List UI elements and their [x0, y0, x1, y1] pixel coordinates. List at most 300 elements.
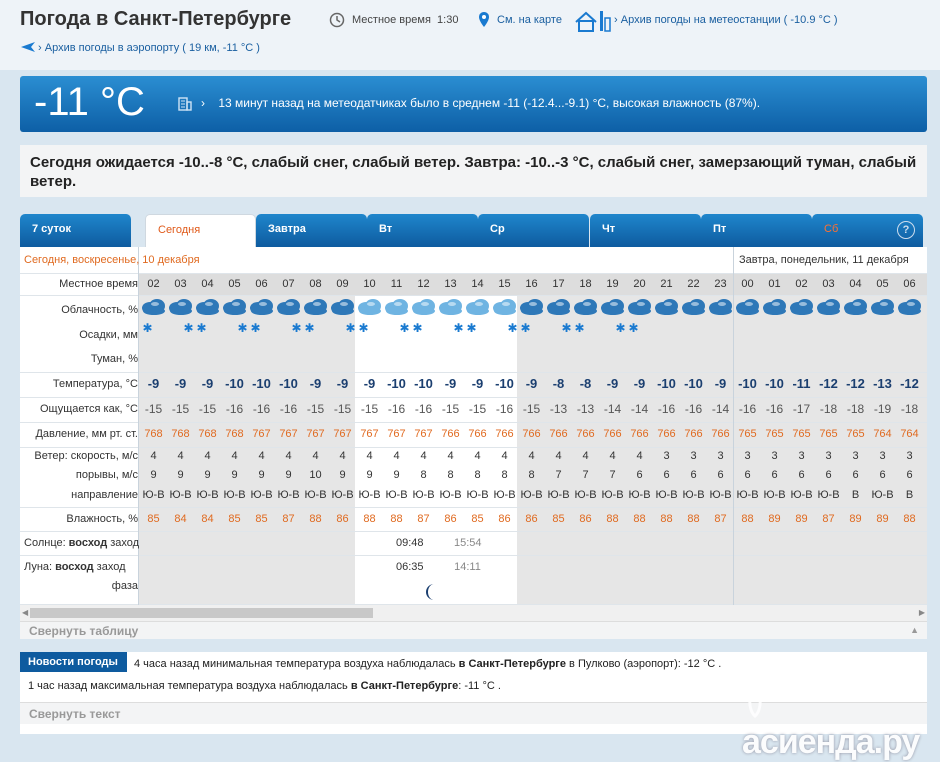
wind-gust-3: 9 [231, 469, 238, 481]
pressure-0: 768 [144, 428, 163, 440]
day-tabs [20, 214, 927, 247]
wind-direction-13: Ю-В [493, 489, 516, 501]
wind-speed-24: 3 [798, 450, 805, 462]
feels-like-0: -15 [144, 402, 163, 416]
snow-icon: ✱ [453, 321, 464, 335]
wind-speed-12: 4 [474, 450, 481, 462]
snow-icon: ✱ [399, 321, 410, 335]
humidity-3: 85 [228, 513, 241, 525]
row-sep-5 [20, 447, 927, 448]
collapse-table-bar[interactable] [20, 621, 927, 639]
tab-1[interactable]: Сегодня [145, 214, 256, 247]
wind-speed-21: 3 [717, 450, 724, 462]
cloud-icon [600, 297, 625, 315]
tab-4[interactable]: Ср [478, 214, 589, 247]
wind-gust-11: 8 [447, 469, 454, 481]
wind-speed-9: 4 [393, 450, 400, 462]
time-moon-rise: 06:35 [396, 561, 424, 573]
temperature-6: -9 [309, 376, 322, 391]
wind-gust-8: 9 [366, 469, 373, 481]
snow-icon: ✱ [291, 321, 302, 335]
horizontal-scrollbar[interactable] [20, 605, 927, 621]
humidity-26: 89 [849, 513, 862, 525]
hour-9: 11 [390, 278, 403, 290]
cloud-icon [546, 297, 571, 315]
weather-station-icon [574, 8, 612, 32]
pressure-16: 766 [576, 428, 595, 440]
pressure-28: 764 [900, 428, 919, 440]
watermark-logo-icon [742, 684, 768, 718]
cloud-icon [681, 297, 706, 315]
humidity-16: 86 [579, 513, 592, 525]
wind-speed-5: 4 [285, 450, 292, 462]
wind-gust-26: 6 [852, 469, 859, 481]
humidity-5: 87 [282, 513, 295, 525]
humidity-22: 88 [741, 513, 754, 525]
wind-direction-20: Ю-В [682, 489, 705, 501]
pressure-14: 766 [522, 428, 541, 440]
wind-speed-8: 4 [366, 450, 373, 462]
temperature-1: -9 [174, 376, 187, 391]
wind-direction-11: Ю-В [439, 489, 462, 501]
feels-like-10: -16 [414, 402, 433, 416]
watermark [742, 684, 940, 762]
temperature-18: -9 [633, 376, 646, 391]
airport-archive-text: Архив погоды в аэропорту ( 19 км, -11 °C ) [44, 42, 260, 54]
header [0, 0, 940, 70]
scrollbar-thumb[interactable] [30, 608, 373, 618]
hour-4: 06 [255, 278, 268, 290]
wind-speed-18: 4 [636, 450, 643, 462]
snow-icon: ✱ [237, 321, 248, 335]
map-link[interactable]: См. на карте [497, 14, 562, 26]
wind-direction-24: Ю-В [790, 489, 813, 501]
forecast-table [20, 247, 927, 605]
temperature-5: -10 [279, 376, 298, 391]
row-sep-0 [20, 273, 927, 274]
pressure-24: 765 [792, 428, 811, 440]
feels-like-5: -16 [279, 402, 298, 416]
humidity-10: 87 [417, 513, 430, 525]
caret-up-icon[interactable]: ▲ [910, 625, 919, 635]
cloud-icon [897, 297, 922, 315]
cloud-icon [789, 297, 814, 315]
humidity-20: 88 [687, 513, 700, 525]
news-1a: 4 часа назад минимальная температура воздуха наблюдалась [134, 658, 459, 670]
sun-label-b: восход [68, 537, 108, 549]
cloud-icon [330, 297, 355, 315]
wind-speed-2: 4 [204, 450, 211, 462]
wind-gust-16: 7 [582, 469, 589, 481]
snow-icon: ✱ [345, 321, 356, 335]
temperature-20: -10 [684, 376, 703, 391]
wind-speed-4: 4 [258, 450, 265, 462]
temperature-3: -10 [225, 376, 244, 391]
wind-gust-15: 7 [555, 469, 562, 481]
wind-gust-28: 6 [906, 469, 913, 481]
pressure-17: 766 [603, 428, 622, 440]
vline-labels [138, 247, 139, 605]
wind-gust-12: 8 [474, 469, 481, 481]
wind-gust-22: 6 [744, 469, 751, 481]
scroll-right-icon[interactable]: ▶ [918, 608, 925, 617]
time-moon-set: 14:11 [454, 561, 481, 573]
humidity-14: 86 [525, 513, 538, 525]
humidity-2: 84 [201, 513, 214, 525]
cloud-icon [573, 297, 598, 315]
wind-direction-25: Ю-В [817, 489, 840, 501]
wind-speed-13: 4 [501, 450, 508, 462]
feels-like-24: -17 [792, 402, 811, 416]
hour-11: 13 [444, 278, 457, 290]
label-precip: Осадки, мм [79, 329, 138, 341]
wind-direction-17: Ю-В [601, 489, 624, 501]
humidity-8: 88 [363, 513, 376, 525]
wind-gust-17: 7 [609, 469, 616, 481]
tab-6[interactable]: Пт [701, 214, 812, 247]
cloud-icon [465, 297, 490, 315]
label-pressure: Давление, мм рт. ст. [35, 428, 138, 440]
feels-like-13: -16 [495, 402, 514, 416]
humidity-28: 88 [903, 513, 916, 525]
wind-speed-15: 4 [555, 450, 562, 462]
temperature-14: -9 [525, 376, 538, 391]
temperature-7: -9 [336, 376, 349, 391]
wind-gust-1: 9 [177, 469, 184, 481]
hour-24: 02 [795, 278, 808, 290]
row-sep-1 [20, 295, 927, 296]
wind-direction-19: Ю-В [655, 489, 678, 501]
wind-speed-25: 3 [825, 450, 832, 462]
wind-gust-19: 6 [663, 469, 670, 481]
wind-direction-14: Ю-В [520, 489, 543, 501]
humidity-19: 88 [660, 513, 673, 525]
humidity-21: 87 [714, 513, 727, 525]
humidity-24: 89 [795, 513, 808, 525]
label-humidity: Влажность, % [66, 513, 138, 525]
station-archive-link[interactable]: › Архив погоды на метеостанции ( -10.9 °C ) [614, 14, 838, 26]
news-badge: Новости погоды [20, 652, 127, 672]
wind-speed-16: 4 [582, 450, 589, 462]
wind-direction-18: Ю-В [628, 489, 651, 501]
feels-like-14: -15 [522, 402, 541, 416]
hour-3: 05 [228, 278, 241, 290]
snow-icon: ✱ [561, 321, 572, 335]
sun-label-a: Солнце: [24, 537, 66, 549]
map-pin-icon [478, 11, 490, 29]
cloud-icon [627, 297, 652, 315]
label-wind_speed: Ветер: скорость, м/с [34, 450, 138, 462]
tab-7[interactable]: Сб ? [812, 214, 923, 247]
wind-gust-6: 10 [309, 469, 322, 481]
feels-like-22: -16 [738, 402, 757, 416]
current-description-text: 13 минут назад на метеодатчиках было в среднем -11 (-12.4...-9.1) °C, высокая влажность (87%). [218, 96, 761, 110]
wind-gust-7: 9 [339, 469, 346, 481]
hour-14: 16 [525, 278, 538, 290]
feels-like-18: -14 [630, 402, 649, 416]
local-time-label: Местное время [352, 14, 431, 26]
current-description: › 13 минут назад на метеодатчиках было в среднем -11 (-12.4...-9.1) °C, высокая влажность (87%). [201, 96, 761, 110]
pressure-22: 765 [738, 428, 757, 440]
wind-speed-0: 4 [150, 450, 157, 462]
wind-speed-11: 4 [447, 450, 454, 462]
label-cloud: Облачность, % [61, 304, 138, 316]
label-gusts: порывы, м/с [75, 469, 138, 481]
pressure-20: 766 [684, 428, 703, 440]
hour-23: 01 [768, 278, 781, 290]
moon-label-c: заход [96, 561, 126, 573]
humidity-9: 88 [390, 513, 403, 525]
hour-8: 10 [363, 278, 376, 290]
label-temp: Температура, °C [52, 378, 138, 390]
collapse-text-link[interactable]: Свернуть текст [29, 707, 121, 721]
pressure-7: 767 [333, 428, 352, 440]
wind-direction-16: Ю-В [574, 489, 597, 501]
hour-19: 21 [660, 278, 673, 290]
wind-direction-12: Ю-В [466, 489, 489, 501]
news-2a: 1 час назад максимальная температура воздуха наблюдалась [28, 680, 351, 692]
cloud-icon [303, 297, 328, 315]
feels-like-3: -16 [225, 402, 244, 416]
hour-0: 02 [147, 278, 160, 290]
tab-5[interactable]: Чт [590, 214, 701, 247]
wind-gust-5: 9 [285, 469, 292, 481]
wind-direction-3: Ю-В [223, 489, 246, 501]
wind-speed-23: 3 [771, 450, 778, 462]
hour-1: 03 [174, 278, 187, 290]
wind-direction-27: Ю-В [871, 489, 894, 501]
wind-speed-28: 3 [906, 450, 913, 462]
tab-3[interactable]: Вт [367, 214, 478, 247]
wind-gust-0: 9 [150, 469, 157, 481]
pressure-12: 766 [468, 428, 487, 440]
time-sun-rise: 09:48 [396, 537, 424, 549]
pressure-15: 766 [549, 428, 568, 440]
moon-phase-icon [422, 582, 442, 602]
snow-icon: ✱ [574, 321, 585, 335]
pressure-25: 765 [819, 428, 838, 440]
wind-gust-10: 8 [420, 469, 427, 481]
wind-direction-6: Ю-В [304, 489, 327, 501]
pressure-21: 766 [711, 428, 730, 440]
hour-22: 00 [741, 278, 754, 290]
wind-direction-1: Ю-В [169, 489, 192, 501]
humidity-15: 85 [552, 513, 565, 525]
pressure-26: 765 [846, 428, 865, 440]
row-sep-8 [20, 555, 927, 556]
hour-18: 20 [633, 278, 646, 290]
page-title: Погода в Санкт-Петербурге [20, 8, 292, 30]
tab-2[interactable]: Завтра [256, 214, 367, 247]
label-moon [24, 561, 129, 573]
scroll-left-icon[interactable]: ◀ [22, 608, 29, 617]
cloud-icon [438, 297, 463, 315]
hour-21: 23 [714, 278, 727, 290]
temperature-24: -11 [792, 376, 811, 391]
hour-15: 17 [552, 278, 565, 290]
sun-label-c: заход [110, 537, 140, 549]
pressure-13: 766 [495, 428, 514, 440]
humidity-17: 88 [606, 513, 619, 525]
cloud-icon [708, 297, 733, 315]
label-time: Местное время [59, 278, 138, 290]
hour-7: 09 [336, 278, 349, 290]
day-today-title: Сегодня, воскресенье, 10 декабря [24, 254, 200, 266]
pressure-9: 767 [387, 428, 406, 440]
cloud-icon [357, 297, 382, 315]
temperature-25: -12 [819, 376, 838, 391]
news-2c: : -11 °C . [458, 680, 501, 692]
temperature-9: -10 [387, 376, 406, 391]
day-tomorrow-title: Завтра, понедельник, 11 декабря [739, 254, 909, 266]
hour-10: 12 [417, 278, 430, 290]
wind-direction-8: Ю-В [358, 489, 381, 501]
wind-direction-22: Ю-В [736, 489, 759, 501]
help-icon[interactable]: ? [897, 221, 915, 239]
tab-0[interactable]: 7 суток [20, 214, 131, 247]
cloud-icon [411, 297, 436, 315]
wind-speed-10: 4 [420, 450, 427, 462]
wind-gust-23: 6 [771, 469, 778, 481]
cloud-icon [276, 297, 301, 315]
feels-like-1: -15 [171, 402, 190, 416]
local-time [352, 14, 458, 26]
label-sun [24, 537, 142, 549]
temperature-8: -9 [363, 376, 376, 391]
snow-icon: ✱ [142, 321, 153, 335]
hour-2: 04 [201, 278, 214, 290]
news-1c: в Пулково (аэропорт): -12 °C . [565, 658, 722, 670]
wind-direction-4: Ю-В [250, 489, 273, 501]
wind-speed-17: 4 [609, 450, 616, 462]
feels-like-9: -16 [387, 402, 406, 416]
temperature-4: -10 [252, 376, 271, 391]
pressure-2: 768 [198, 428, 217, 440]
temperature-23: -10 [765, 376, 784, 391]
cloud-icon [384, 297, 409, 315]
humidity-27: 89 [876, 513, 889, 525]
cloud-icon [222, 297, 247, 315]
feels-like-21: -14 [711, 402, 730, 416]
snow-icon: ✱ [507, 321, 518, 335]
news-line-2 [28, 680, 501, 692]
wind-speed-27: 3 [879, 450, 886, 462]
temperature-26: -12 [846, 376, 865, 391]
pressure-4: 767 [252, 428, 271, 440]
hour-20: 22 [687, 278, 700, 290]
temperature-28: -12 [900, 376, 919, 391]
hour-13: 15 [498, 278, 511, 290]
clock-icon [329, 12, 345, 28]
cloud-icon [141, 297, 166, 315]
wind-speed-7: 4 [339, 450, 346, 462]
temperature-0: -9 [147, 376, 160, 391]
humidity-13: 86 [498, 513, 511, 525]
wind-gust-4: 9 [258, 469, 265, 481]
feels-like-17: -14 [603, 402, 622, 416]
feels-like-19: -16 [657, 402, 676, 416]
wind-speed-6: 4 [312, 450, 319, 462]
pressure-1: 768 [171, 428, 190, 440]
wind-direction-26: В [851, 489, 860, 501]
airport-archive-link[interactable]: › Архив погоды в аэропорту ( 19 км, -11 °C ) [38, 42, 260, 54]
label-feels: Ощущается как, °C [39, 403, 138, 415]
snow-icon: ✱ [358, 321, 369, 335]
hour-17: 19 [606, 278, 619, 290]
label-fog: Туман, % [90, 353, 138, 365]
wind-gust-18: 6 [636, 469, 643, 481]
feels-like-11: -15 [441, 402, 460, 416]
pressure-3: 768 [225, 428, 244, 440]
wind-gust-20: 6 [690, 469, 697, 481]
row-sep-7 [20, 531, 927, 532]
wind-speed-26: 3 [852, 450, 859, 462]
temperature-16: -8 [579, 376, 592, 391]
cloud-icon [654, 297, 679, 315]
feels-like-23: -16 [765, 402, 784, 416]
news-2b: в Санкт-Петербурге [350, 680, 459, 692]
row-sep-3 [20, 397, 927, 398]
feels-like-2: -15 [198, 402, 217, 416]
station-archive-text: Архив погоды на метеостанции ( -10.9 °C ) [620, 14, 838, 26]
wind-gust-13: 8 [501, 469, 508, 481]
collapse-table-link[interactable]: Свернуть таблицу [29, 624, 139, 638]
wind-speed-19: 3 [663, 450, 670, 462]
wind-speed-22: 3 [744, 450, 751, 462]
hour-27: 05 [876, 278, 889, 290]
news-1b: в Санкт-Петербурге [458, 658, 566, 670]
humidity-23: 89 [768, 513, 781, 525]
wind-gust-9: 9 [393, 469, 400, 481]
wind-direction-5: Ю-В [277, 489, 300, 501]
temperature-12: -9 [471, 376, 484, 391]
wind-gust-27: 6 [879, 469, 886, 481]
wind-speed-1: 4 [177, 450, 184, 462]
pressure-18: 766 [630, 428, 649, 440]
snow-icon: ✱ [466, 321, 477, 335]
current-temperature: -11 °C [34, 80, 145, 124]
local-time-value: 1:30 [437, 14, 459, 26]
wind-direction-15: Ю-В [547, 489, 570, 501]
cloud-icon [870, 297, 895, 315]
wind-gust-2: 9 [204, 469, 211, 481]
row-sep-4 [20, 422, 927, 423]
feels-like-15: -13 [549, 402, 568, 416]
humidity-0: 85 [147, 513, 160, 525]
wind-direction-23: Ю-В [763, 489, 786, 501]
vline-tomorrow [733, 247, 734, 605]
airplane-icon [20, 40, 36, 54]
pressure-5: 767 [279, 428, 298, 440]
wind-speed-3: 4 [231, 450, 238, 462]
wind-direction-21: Ю-В [709, 489, 732, 501]
wind-direction-9: Ю-В [385, 489, 408, 501]
snow-icon: ✱ [412, 321, 423, 335]
hour-6: 08 [309, 278, 322, 290]
label-direction: направление [71, 489, 138, 501]
feels-like-4: -16 [252, 402, 271, 416]
temperature-17: -9 [606, 376, 619, 391]
feels-like-26: -18 [846, 402, 865, 416]
cloud-icon [762, 297, 787, 315]
wind-gust-24: 6 [798, 469, 805, 481]
pressure-6: 767 [306, 428, 325, 440]
feels-like-20: -16 [684, 402, 703, 416]
snow-icon: ✱ [628, 321, 639, 335]
humidity-1: 84 [174, 513, 187, 525]
watermark-text: асиенда.ру [742, 723, 920, 761]
wind-speed-14: 4 [528, 450, 535, 462]
